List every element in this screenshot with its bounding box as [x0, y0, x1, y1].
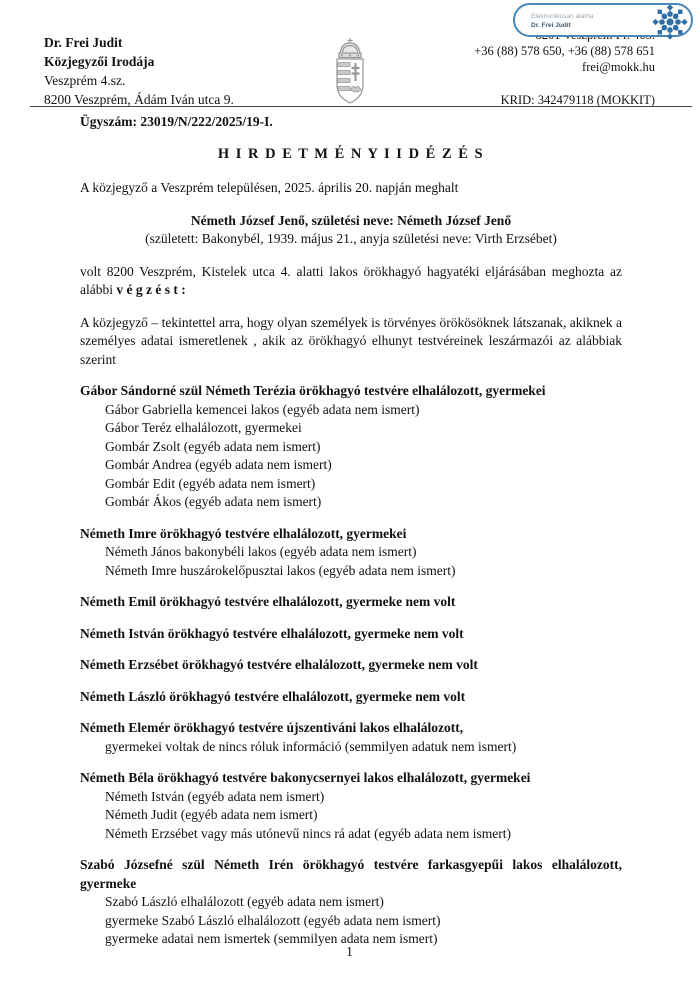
hungarian-coat-of-arms-icon [328, 37, 372, 112]
heir-entry: gyermekei voltak de nincs róluk információ (semmilyen adatuk nem ismert) [105, 738, 517, 754]
heir-entry: gyermeke Szabó László elhalálozott (egyéb adata nem ismert) [105, 912, 441, 928]
notice-paragraph: A közjegyző – tekintettel arra, hogy olyan személyek is törvényes örökösöknek látszanak, akiknek a személyes adatai ismeretlenek , akik az örökhagyó elhunyt testvéreinek leszármazói az alábbiak szerint [80, 314, 622, 367]
notary-district: Veszprém 4.sz. [44, 73, 126, 88]
heir-section [80, 382, 622, 512]
heir-section [80, 625, 622, 644]
document-title: H I R D E T M É N Y I I D É Z É S [217, 145, 485, 162]
decree-word: v é g z é s t : [116, 282, 186, 297]
heir-section [80, 769, 622, 843]
intro-line: A közjegyző a Veszprém településen, 2025. április 20. napján meghalt [80, 180, 459, 195]
heir-entry: Németh Judit (egyéb adata nem ismert) [105, 807, 318, 822]
contact-krid: KRID: 342479118 (MOKKIT) [500, 93, 655, 107]
stamp-text [531, 12, 594, 30]
case-number: Ügyszám: 23019/N/222/2025/19-I. [80, 114, 273, 129]
notary-address: 8200 Veszprém, Ádám Iván utca 9. [44, 92, 234, 107]
heir-section [80, 688, 622, 707]
stamp-signer-name: Dr. Frei Judit [531, 22, 571, 29]
heir-section [80, 525, 622, 581]
heir-section-heading: Németh László örökhagyó testvére elhalálozott, gyermeke nem volt [80, 688, 466, 704]
heir-section-heading: Németh Béla örökhagyó testvére bakonycsernyei lakos elhalálozott, gyermekei [80, 770, 531, 785]
heir-entry: Szabó László elhalálozott (egyéb adata nem ismert) [105, 894, 384, 909]
heir-section-heading: Németh Erzsébet örökhagyó testvére elhalálozott, gyermeke nem volt [80, 657, 478, 672]
heir-entry: Németh Imre huszárokelőpusztai lakos (egyéb adata nem ismert) [105, 562, 456, 578]
deceased-name: Németh József Jenő, születési neve: Németh József Jenő [190, 212, 512, 228]
heir-section-heading: Németh Elemér örökhagyó testvére újszentiváni lakos elhalálozott, [80, 720, 464, 735]
contact-block [474, 27, 655, 108]
heir-section-heading: Gábor Sándorné szül Németh Terézia örökhagyó testvére elhalálozott, gyermekei [80, 383, 546, 398]
contact-phones: +36 (88) 578 650, +36 (88) 578 651 [474, 44, 655, 58]
heir-entry: Gombár Andrea (egyéb adata nem ismert) [105, 457, 332, 472]
heir-section-heading: Németh Imre örökhagyó testvére elhalálozott, gyermekei [80, 525, 407, 541]
heir-section [80, 856, 622, 949]
electronic-signature-stamp [513, 3, 693, 37]
contact-email: frei@mokk.hu [582, 60, 655, 74]
heir-section [80, 656, 622, 675]
header-divider [30, 106, 692, 107]
heir-entry: gyermeke adatai nem ismertek (semmilyen adata nem ismert) [105, 931, 438, 946]
deceased-details: (született: Bakonybél, 1939. május 21., anyja születési neve: Virth Erzsébet) [145, 231, 557, 246]
heir-entry: Gábor Teréz elhalálozott, gyermekei [105, 420, 302, 435]
heir-entry: Németh János bakonybéli lakos (egyéb adata nem ismert) [105, 544, 417, 559]
notary-office-block [44, 33, 234, 109]
heir-section-heading: Németh Emil örökhagyó testvére elhalálozott, gyermeke nem volt [80, 594, 456, 609]
heir-section-heading: Németh István örökhagyó testvére elhalálozott, gyermeke nem volt [80, 625, 464, 641]
heir-entry: Gombár Ákos (egyéb adata nem ismert) [105, 494, 322, 509]
heir-entry: Gombár Edit (egyéb adata nem ismert) [105, 475, 316, 491]
heir-section-heading: Szabó Józsefné szül Németh Irén örökhagyó testvére farkasgyepűi lakos elhalálozott, gyermeke [80, 857, 622, 891]
decree-paragraph [80, 263, 622, 300]
document-body [80, 113, 622, 949]
page-number: 1 [346, 944, 353, 959]
heir-entry: Németh István (egyéb adata nem ismert) [105, 788, 325, 804]
heir-section [80, 593, 622, 612]
notary-seal-icon [650, 2, 690, 47]
heir-entry: Németh Erzsébet vagy más utónevű nincs rá adat (egyéb adata nem ismert) [105, 825, 511, 841]
notary-name: Dr. Frei Judit [44, 35, 123, 50]
heir-section [80, 719, 622, 756]
decree-text: volt 8200 Veszprém, Kistelek utca 4. alatti lakos örökhagyó hagyatéki eljárásában meghozta az alábbi [80, 263, 622, 297]
heir-entry: Gombár Zsolt (egyéb adata nem ismert) [105, 438, 321, 454]
notary-office: Közjegyzői Irodája [44, 54, 155, 69]
heir-entry: Gábor Gabriella kemencei lakos (egyéb adata nem ismert) [105, 401, 420, 417]
stamp-signed-label: Elektronikusan aláírta [531, 13, 594, 20]
